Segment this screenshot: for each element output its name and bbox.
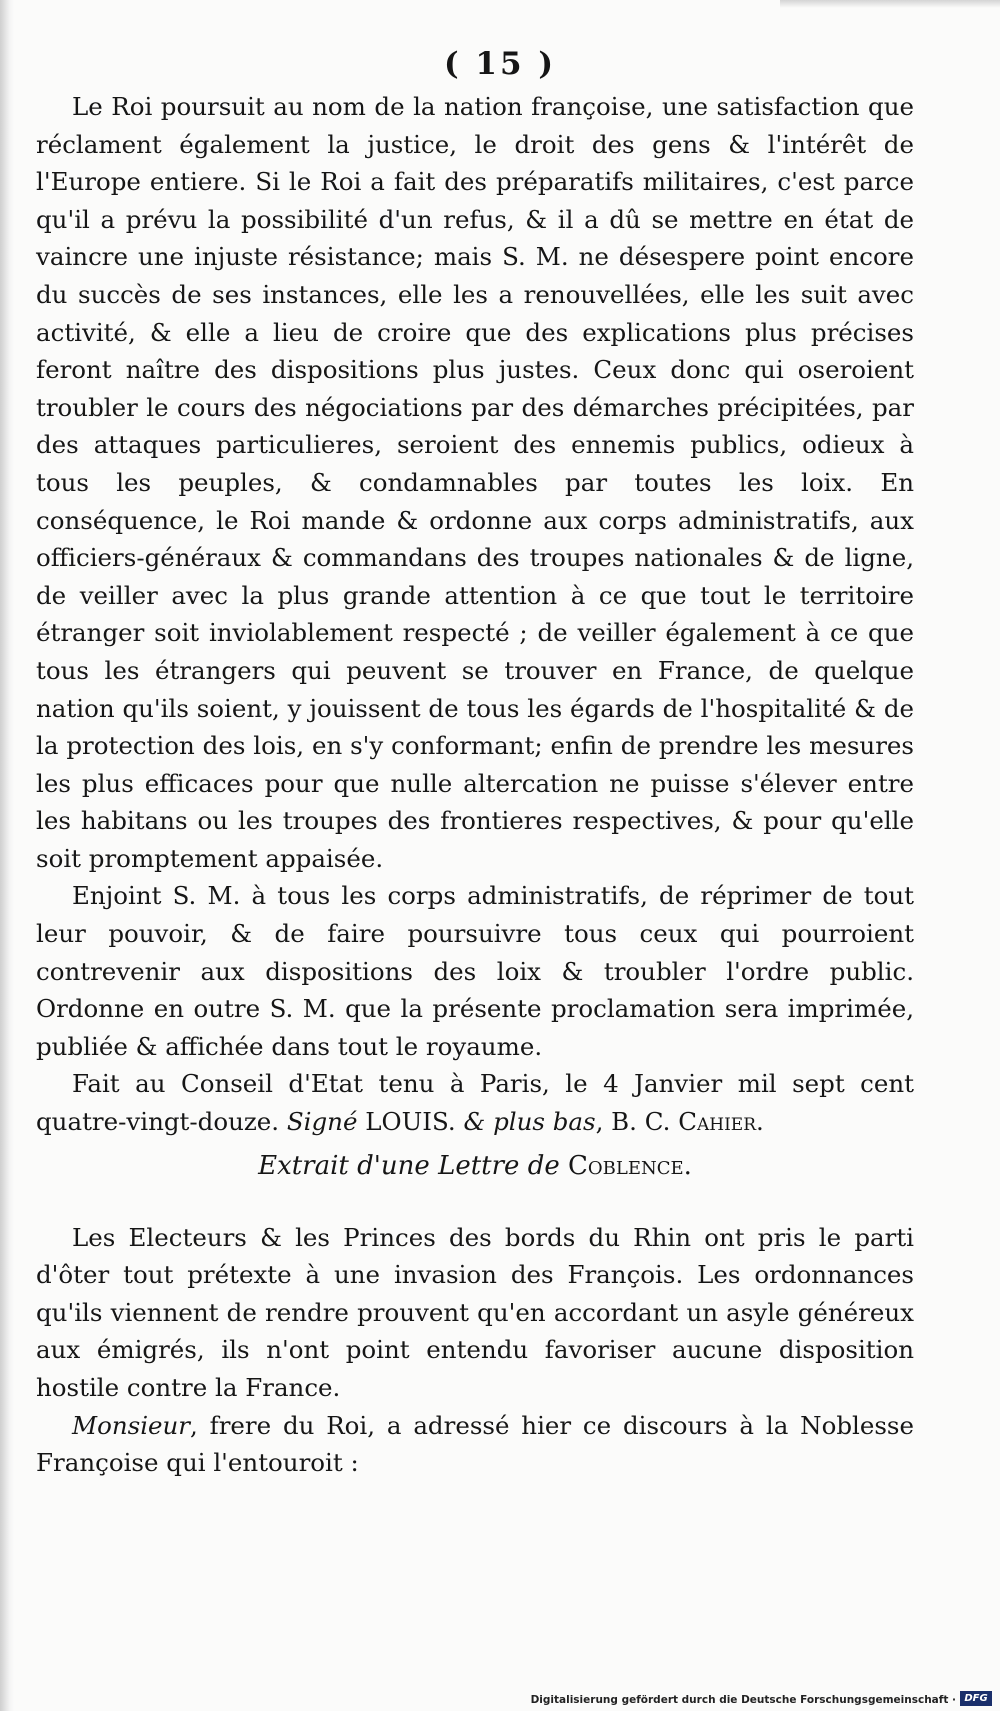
page-number: ( 15 ) — [443, 46, 557, 82]
scan-shadow-left — [0, 0, 14, 1711]
paragraph-signature — [36, 1065, 914, 1140]
monsieur-word: Monsieur — [72, 1410, 191, 1440]
paragraph-letter: Les Electeurs & les Princes des bords du Rhin ont pris le parti d'ôter tout prétexte à une invasion des François. Les ordonnances qu'ils viennent de rendre prouvent qu'en accordant un asyle généreux aux émigrés, ils n'ont point entendu favoriser aucune disposition hostile contre la France. — [36, 1222, 914, 1402]
main-text — [36, 88, 914, 1482]
digitization-credit: Digitalisierung gefördert durch die Deutsche Forschungsgemeinschaft · — [530, 1694, 956, 1706]
heading-prefix: Extrait d'une Lettre de — [258, 1150, 560, 1181]
signature-initials: , B. C. — [595, 1107, 671, 1137]
section-heading — [36, 1147, 914, 1185]
scan-shadow-top — [780, 0, 1000, 8]
dfg-logo: DFG — [960, 1691, 992, 1706]
paragraph-enjoint: Enjoint S. M. à tous les corps administratifs, de réprimer de tout leur pouvoir, & de faire poursuivre tous ceux qui pourroient contrevenir aux dispositions des loix & troubler l'ordre public. Ordonne en outre S. M. que la présente proclamation sera imprimée, publiée & affichée dans tout le royaume. — [36, 881, 914, 1061]
paragraph-proclamation: Le Roi poursuit au nom de la nation françoise, une satisfaction que réclament également la justice, le droit des gens & l'intérêt de l'Europe entiere. Si le Roi a fait des préparatifs militaires, c'est parce qu'il a prévu la possibilité d'un refus, & il a dû se mettre en état de vaincre une injuste résistance; mais S. M. ne désespere point encore du succès de ses instances, elle les a renouvellées, elle les suit avec activité, & elle a lieu de croire que des explications plus précises feront naître des dispositions plus justes. Ceux donc qui oseroient troubler le cours des négociations par des démarches précipitées, par des attaques particulieres, seroient des ennemis publics, odieux à tous les peuples, & condamnables par toutes les loix. En conséquence, le Roi mande & ordonne aux corps administratifs, aux officiers-généraux & commandans des troupes nationales & de ligne, de veiller avec la plus grande attention à ce que tout le territoire étranger soit inviolablement respecté ; de veiller également à ce que tous les étrangers qui peuvent se trouver en France, de quelque nation qu'ils soient, y jouissent de tous les égards de l'hospitalité & de la protection des lois, en s'y conformant; enfin de prendre les mesures les plus efficaces pour que nulle altercation ne puisse s'élever entre les habitans ou les troupes des frontieres respectives, & pour qu'elle soit promptement appaisée. — [36, 92, 914, 873]
plus-bas-text: plus bas — [493, 1107, 596, 1137]
signature-text: Fait au Conseil d'Etat tenu à Paris, le 4 Janvier mil sept cent quatre-vingt-douze. — [36, 1069, 914, 1137]
signature-ampersand: & — [463, 1107, 486, 1137]
signature-king: LOUIS. — [365, 1107, 456, 1137]
closing-text: , frere du Roi, a adressé hier ce discours à la Noblesse Françoise qui l'entouroit : — [36, 1410, 914, 1478]
paragraph-closing — [36, 1407, 914, 1482]
signature-name: Cahier. — [678, 1107, 764, 1137]
signe-word: Signé — [286, 1107, 358, 1137]
spacer — [36, 1185, 914, 1219]
heading-place: Coblence. — [568, 1150, 692, 1181]
